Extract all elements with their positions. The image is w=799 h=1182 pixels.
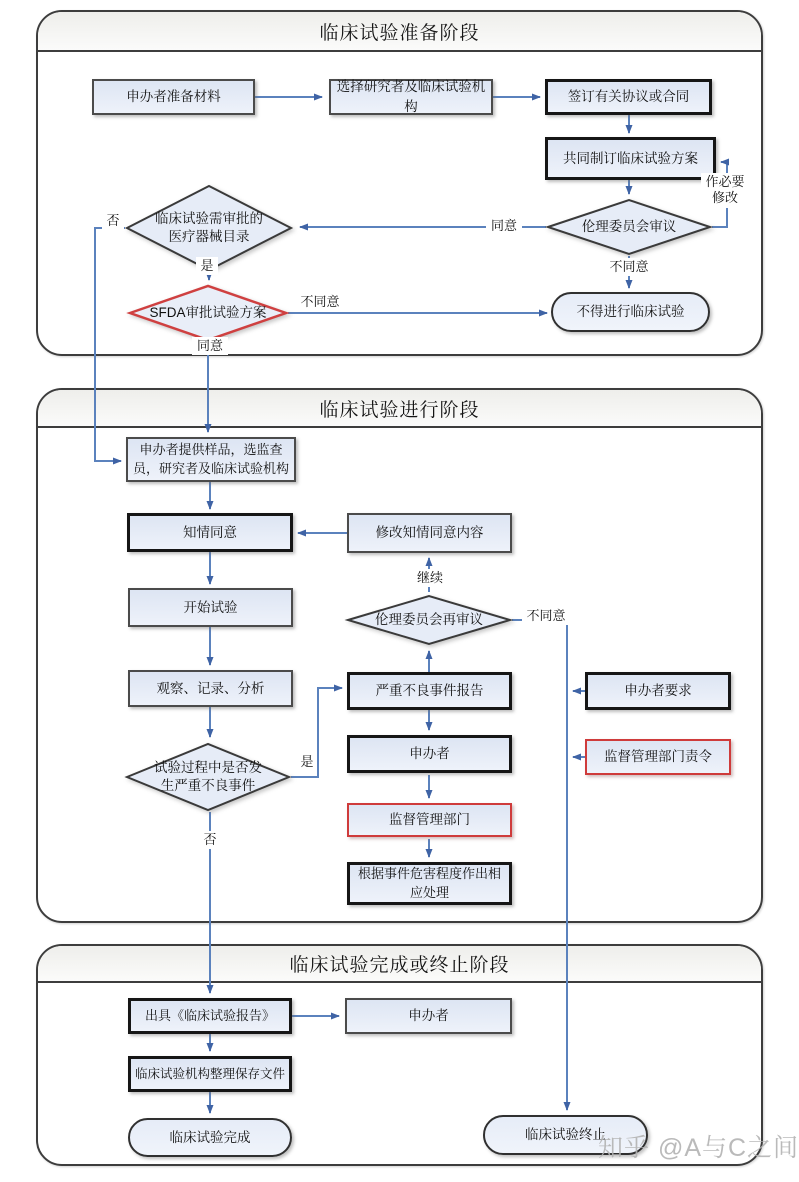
node-trial-terminate: 临床试验终止: [483, 1115, 648, 1155]
decision-sae-occurred-label: 试验过程中是否发生严重不良事件: [154, 760, 262, 793]
node-sponsor-final: 申办者: [345, 998, 512, 1034]
node-sponsor-mid: 申办者: [347, 735, 512, 773]
node-draft-protocol: 共同制订临床试验方案: [545, 137, 716, 180]
section-finish-title: 临床试验完成或终止阶段: [38, 946, 761, 983]
node-sponsor-request: 申办者要求: [585, 672, 731, 710]
label-disagree-ethics: 不同意: [605, 258, 653, 276]
node-regulator-order: 监督管理部门责令: [585, 739, 731, 775]
label-agree-sfda: 同意: [192, 337, 228, 355]
node-handle-event: 根据事件危害程度作出相应处理: [347, 862, 512, 905]
label-yes-sae: 是: [297, 753, 317, 771]
decision-sfda-approval-label: SFDA审批试验方案: [149, 305, 267, 321]
label-continue: 继续: [413, 569, 447, 587]
section-prepare-title: 临床试验准备阶段: [38, 12, 761, 52]
decision-sfda-approval: [128, 284, 288, 342]
node-informed-consent: 知情同意: [127, 513, 293, 552]
node-archive-files: 临床试验机构整理保存文件: [128, 1056, 292, 1092]
node-no-trial: 不得进行临床试验: [551, 292, 710, 332]
decision-ethics-rereview: [346, 594, 512, 646]
node-observe-record: 观察、记录、分析: [128, 670, 293, 707]
label-no-sae: 否: [200, 831, 220, 849]
decision-ethics-review-label: 伦理委员会审议: [581, 219, 677, 235]
zhihu-watermark: 知乎 @A与C之间: [598, 1134, 799, 1162]
label-yes-catalog: 是: [196, 257, 218, 275]
section-conduct-title: 临床试验进行阶段: [38, 390, 761, 428]
label-disagree-rereview: 不同意: [522, 607, 570, 625]
label-agree-ethics: 同意: [486, 217, 522, 235]
node-sae-report: 严重不良事件报告: [347, 672, 512, 710]
node-provide-samples: 申办者提供样品，选监查员，研究者及临床试验机构: [126, 437, 296, 482]
node-start-trial: 开始试验: [128, 588, 293, 627]
decision-ethics-rereview-label: 伦理委员会再审议: [375, 612, 483, 628]
decision-sae-occurred: [125, 742, 291, 812]
decision-ethics-review: [546, 198, 712, 256]
node-regulator: 监督管理部门: [347, 803, 512, 837]
node-trial-complete: 临床试验完成: [128, 1118, 292, 1157]
label-no-catalog: 否: [102, 212, 124, 230]
node-sign-agreement: 签订有关协议或合同: [545, 79, 712, 115]
node-prepare-materials: 申办者准备材料: [92, 79, 255, 115]
decision-device-catalog-label: 临床试验需审批的医疗器械目录: [155, 211, 263, 244]
node-modify-consent: 修改知情同意内容: [347, 513, 512, 553]
node-issue-report: 出具《临床试验报告》: [128, 998, 292, 1034]
label-make-changes: 作必要修改: [701, 173, 749, 208]
label-disagree-sfda: 不同意: [296, 293, 344, 311]
node-select-investigator: 选择研究者及临床试验机构: [329, 79, 493, 115]
